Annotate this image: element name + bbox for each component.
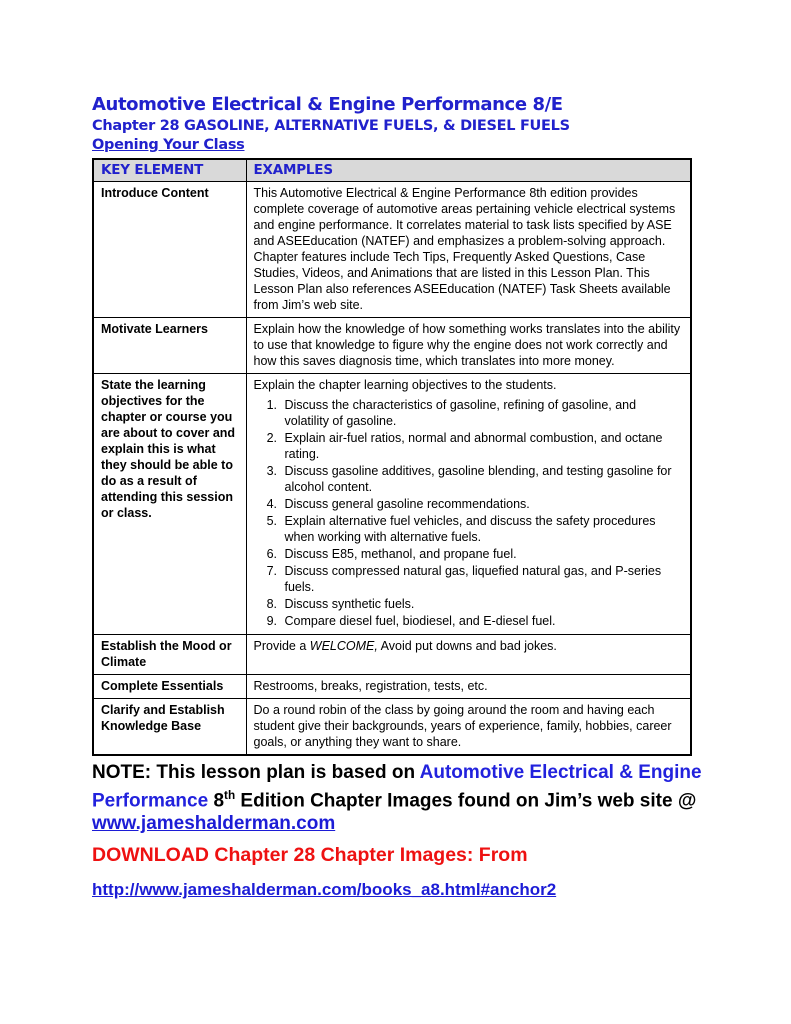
note-prefix: NOTE: This lesson plan is based on xyxy=(92,762,420,783)
key-cell: Motivate Learners xyxy=(93,318,246,374)
objective-item: 8. Discuss synthetic fuels. xyxy=(281,596,684,612)
example-cell xyxy=(246,635,691,675)
example-text: Avoid put downs and bad jokes. xyxy=(377,639,557,653)
objective-item: 7. Discuss compressed natural gas, liquefied natural gas, and P-series fuels. xyxy=(281,563,684,595)
page-title: Automotive Electrical & Engine Performance 8/E xyxy=(92,94,563,115)
objective-item: 2. Explain air-fuel ratios, normal and abnormal combustion, and octane rating. xyxy=(281,430,684,462)
example-text-italic: WELCOME, xyxy=(309,639,378,653)
objective-item: 9. Compare diesel fuel, biodiesel, and E-diesel fuel. xyxy=(281,613,684,629)
key-cell: Complete Essentials xyxy=(93,675,246,699)
section-heading: Opening Your Class xyxy=(92,137,245,153)
table-row-motivate-learners xyxy=(93,318,691,374)
table-row-introduce-content xyxy=(93,182,691,318)
key-cell: Clarify and Establish Knowledge Base xyxy=(93,699,246,756)
example-cell: Explain how the knowledge of how something works translates into the ability to use that knowledge to figure why the engine does not work correctly and how this saves diagnosis time, which translates into more money. xyxy=(246,318,691,374)
table-row-complete-essentials xyxy=(93,675,691,699)
download-link[interactable]: http://www.jameshalderman.com/books_a8.html#anchor2 xyxy=(92,880,557,900)
column-header-key-element: KEY ELEMENT xyxy=(93,159,246,182)
key-cell: Establish the Mood or Climate xyxy=(93,635,246,675)
note-book-title: Automotive Electrical & Engine Performance xyxy=(92,762,702,812)
objective-item: 4. Discuss general gasoline recommendations. xyxy=(281,496,684,512)
lesson-plan-table xyxy=(92,158,692,756)
note-edition-suffix: th xyxy=(224,789,236,802)
download-heading: DOWNLOAD Chapter 28 Chapter Images: From xyxy=(92,844,528,867)
note-paragraph xyxy=(92,761,706,835)
objective-item: 5. Explain alternative fuel vehicles, and discuss the safety procedures when working with alternative fuels. xyxy=(281,513,684,545)
objective-item: 3. Discuss gasoline additives, gasoline blending, and testing gasoline for alcohol content. xyxy=(281,463,684,495)
note-edition-number: 8 xyxy=(208,790,225,812)
table-header-row xyxy=(93,159,691,182)
objective-item: 6. Discuss E85, methanol, and propane fuel. xyxy=(281,546,684,562)
site-link[interactable]: www.jameshalderman.com xyxy=(92,813,336,835)
example-cell: Do a round robin of the class by going around the room and having each student give their backgrounds, years of experience, family, hobbies, career goals, or anything they want to share. xyxy=(246,699,691,756)
objectives-list xyxy=(254,397,684,629)
key-cell: Introduce Content xyxy=(93,182,246,318)
example-cell xyxy=(246,374,691,635)
table-row-establish-mood xyxy=(93,635,691,675)
download-link-line xyxy=(92,879,705,900)
example-text: Provide a xyxy=(253,639,310,653)
objectives-intro: Explain the chapter learning objectives to the students. xyxy=(253,378,557,392)
example-cell: This Automotive Electrical & Engine Performance 8th edition provides complete coverage of automotive areas pertaining vehicle electrical systems and engine performance. It correlates material to task lists specified by ASE and ASEEducation (NATEF) and emphasizes a problem-solving approach. Chapter features include Tech Tips, Frequently Asked Questions, Case Studies, Videos, and Animations that are listed in this Lesson Plan. This Lesson Plan also references ASEEducation (NATEF) Task Sheets available from Jim’s web site. xyxy=(246,182,691,318)
example-cell: Restrooms, breaks, registration, tests, etc. xyxy=(246,675,691,699)
table-row-learning-objectives xyxy=(93,374,691,635)
note-middle-text: Edition Chapter Images found on Jim’s web site @ xyxy=(235,790,697,812)
column-header-examples: EXAMPLES xyxy=(246,159,691,182)
key-cell: State the learning objectives for the chapter or course you are about to cover and explain this is what they should be able to do as a result of attending this session or class. xyxy=(93,374,246,635)
objective-item: 1. Discuss the characteristics of gasoline, refining of gasoline, and volatility of gasoline. xyxy=(281,397,684,429)
chapter-subtitle: Chapter 28 GASOLINE, ALTERNATIVE FUELS, & DIESEL FUELS xyxy=(92,118,570,134)
table-row-clarify-knowledge xyxy=(93,699,691,756)
